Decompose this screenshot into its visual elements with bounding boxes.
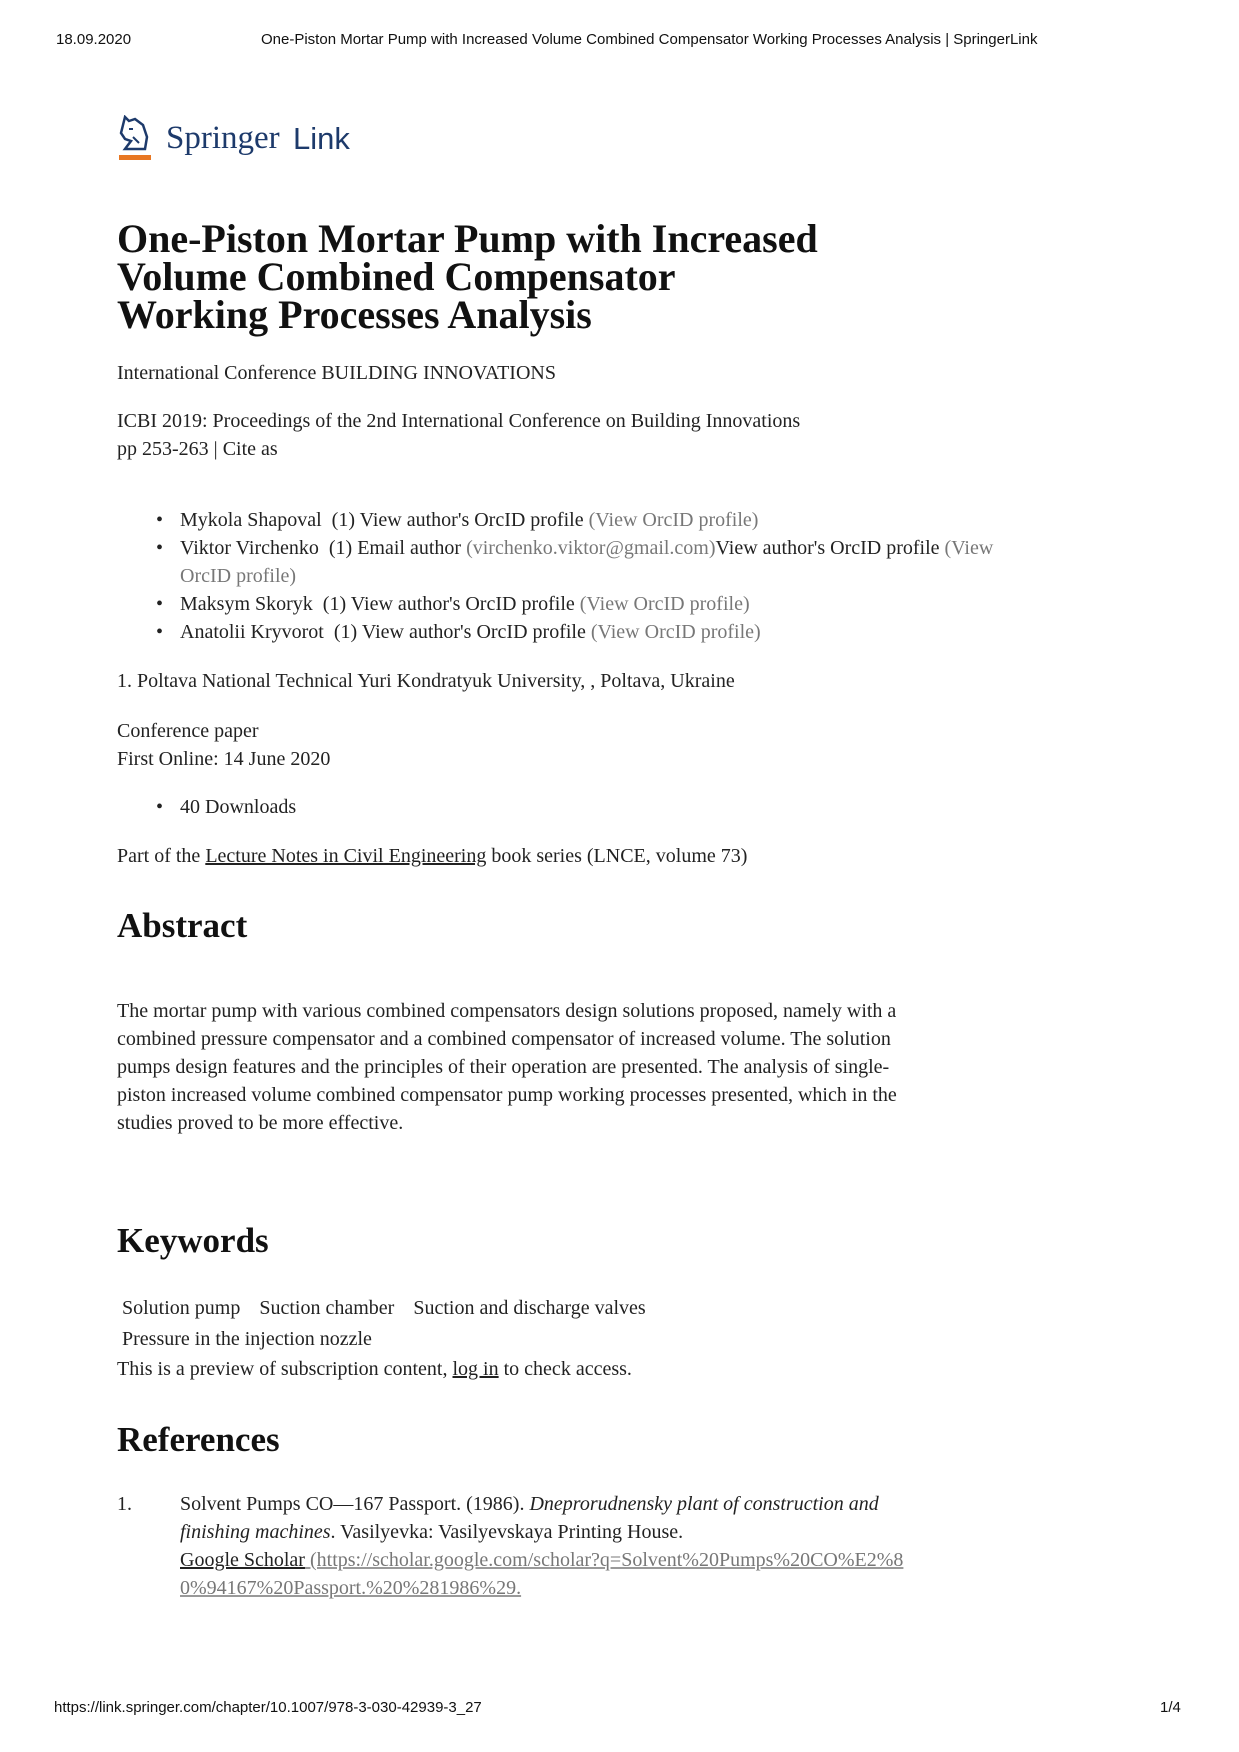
print-title: One-Piston Mortar Pump with Increased Volume Combined Compensator Working Processes Analysis | SpringerLink — [261, 31, 1038, 48]
series-link[interactable]: Lecture Notes in Civil Engineering — [205, 845, 487, 867]
print-url: https://link.springer.com/chapter/10.1007/978-3-030-42939-3_27 — [54, 1699, 482, 1716]
author-aff: (1) — [333, 621, 358, 643]
downloads-count: • 40 Downloads — [117, 793, 1040, 821]
author-item — [117, 618, 1040, 646]
scholar-url[interactable]: (https://scholar.google.com/scholar?q=Solvent%20Pumps%20CO%E2%80%94167%20Passport.%20%281986%29. — [180, 1549, 904, 1599]
author-name[interactable]: Mykola Shapoval — [180, 509, 322, 531]
logo-product: Link — [293, 121, 350, 156]
series-info — [117, 842, 747, 870]
orcid-label: View author's OrcID profile — [715, 537, 940, 559]
reference-text: Solvent Pumps CO—167 Passport. (1986). — [180, 1493, 530, 1515]
author-list — [117, 506, 1040, 646]
cite-as-link[interactable]: Cite as — [222, 438, 278, 460]
google-scholar-link[interactable]: Google Scholar — [180, 1549, 305, 1571]
reference-number: 1. — [117, 1493, 132, 1515]
logo-brand: Springer — [166, 120, 280, 156]
preview-suffix: to check access. — [498, 1358, 632, 1380]
orcid-label: View author's OrcID profile — [361, 621, 586, 643]
email-author-label: Email author — [357, 537, 462, 559]
reference-italic: Dneprorudnensky plant of construction and finishing machines — [180, 1493, 879, 1543]
orcid-link[interactable]: (View OrcID profile) — [590, 621, 761, 643]
author-name[interactable]: Viktor Virchenko — [180, 537, 319, 559]
keyword-list — [117, 1294, 837, 1353]
reference-item — [117, 1490, 917, 1602]
reference-rest: . Vasilyevka: Vasilyevskaya Printing House. — [330, 1521, 684, 1543]
keyword: Suction and discharge valves — [413, 1297, 646, 1319]
proceedings-title[interactable]: ICBI 2019: Proceedings of the 2nd International Conference on Building Innovations — [117, 410, 801, 432]
preview-prefix: This is a preview of subscription content, — [117, 1358, 453, 1380]
keyword: Solution pump — [122, 1297, 241, 1319]
author-item — [117, 506, 1040, 534]
author-aff: (1) — [328, 537, 353, 559]
page-number: 1/4 — [1160, 1699, 1181, 1716]
springerlink-logo[interactable] — [117, 115, 357, 165]
orcid-label: View author's OrcID profile — [350, 593, 575, 615]
preview-notice — [117, 1355, 632, 1383]
abstract-text: The mortar pump with various combined compensators design solutions proposed, namely with a combined pressure compensator and a combined compensator of increased volume. The solution pumps design features and the principles of their operation are presented. The analysis of single-piston increased volume combined compensator pump working processes presented, which in the studies proved to be more effective. — [117, 1000, 897, 1134]
page-title — [117, 216, 937, 337]
author-item — [117, 590, 1040, 618]
orcid-label: View author's OrcID profile — [359, 509, 584, 531]
content-type: Conference paper — [117, 720, 259, 742]
abstract-heading: Abstract — [117, 906, 248, 945]
pages-cite: pp 253-263 | Cite as — [117, 438, 278, 460]
keyword: Pressure in the injection nozzle — [122, 1328, 372, 1350]
pages: pp 253-263 — [117, 438, 209, 460]
affiliation: 1. Poltava National Technical Yuri Kondratyuk University, , Poltava, Ukraine — [117, 670, 735, 692]
author-item — [117, 534, 1040, 590]
email-link[interactable]: (virchenko.viktor@gmail.com) — [466, 537, 716, 559]
conference-name[interactable]: International Conference BUILDING INNOVATIONS — [117, 362, 556, 384]
login-link[interactable]: log in — [452, 1358, 499, 1380]
title-line: One-Piston Mortar Pump with Increased — [117, 216, 818, 261]
author-aff: (1) — [322, 593, 347, 615]
author-name[interactable]: Anatolii Kryvorot — [180, 621, 324, 643]
title-line: Working Processes Analysis — [117, 292, 592, 337]
title-line: Volume Combined Compensator — [117, 254, 676, 299]
keyword: Suction chamber — [259, 1297, 395, 1319]
series-suffix: book series (LNCE, volume 73) — [486, 845, 748, 867]
orcid-link[interactable]: (View OrcID profile) — [588, 509, 759, 531]
orcid-link[interactable]: (View OrcID profile) — [180, 537, 994, 587]
print-date: 18.09.2020 — [56, 31, 132, 48]
keywords-heading: Keywords — [117, 1221, 269, 1260]
first-online: First Online: 14 June 2020 — [117, 748, 331, 770]
series-prefix: Part of the — [117, 845, 206, 867]
orcid-link[interactable]: (View OrcID profile) — [579, 593, 750, 615]
author-name[interactable]: Maksym Skoryk — [180, 593, 313, 615]
author-aff: (1) — [331, 509, 355, 531]
horse-logo-icon — [117, 115, 155, 165]
references-heading: References — [117, 1420, 280, 1459]
